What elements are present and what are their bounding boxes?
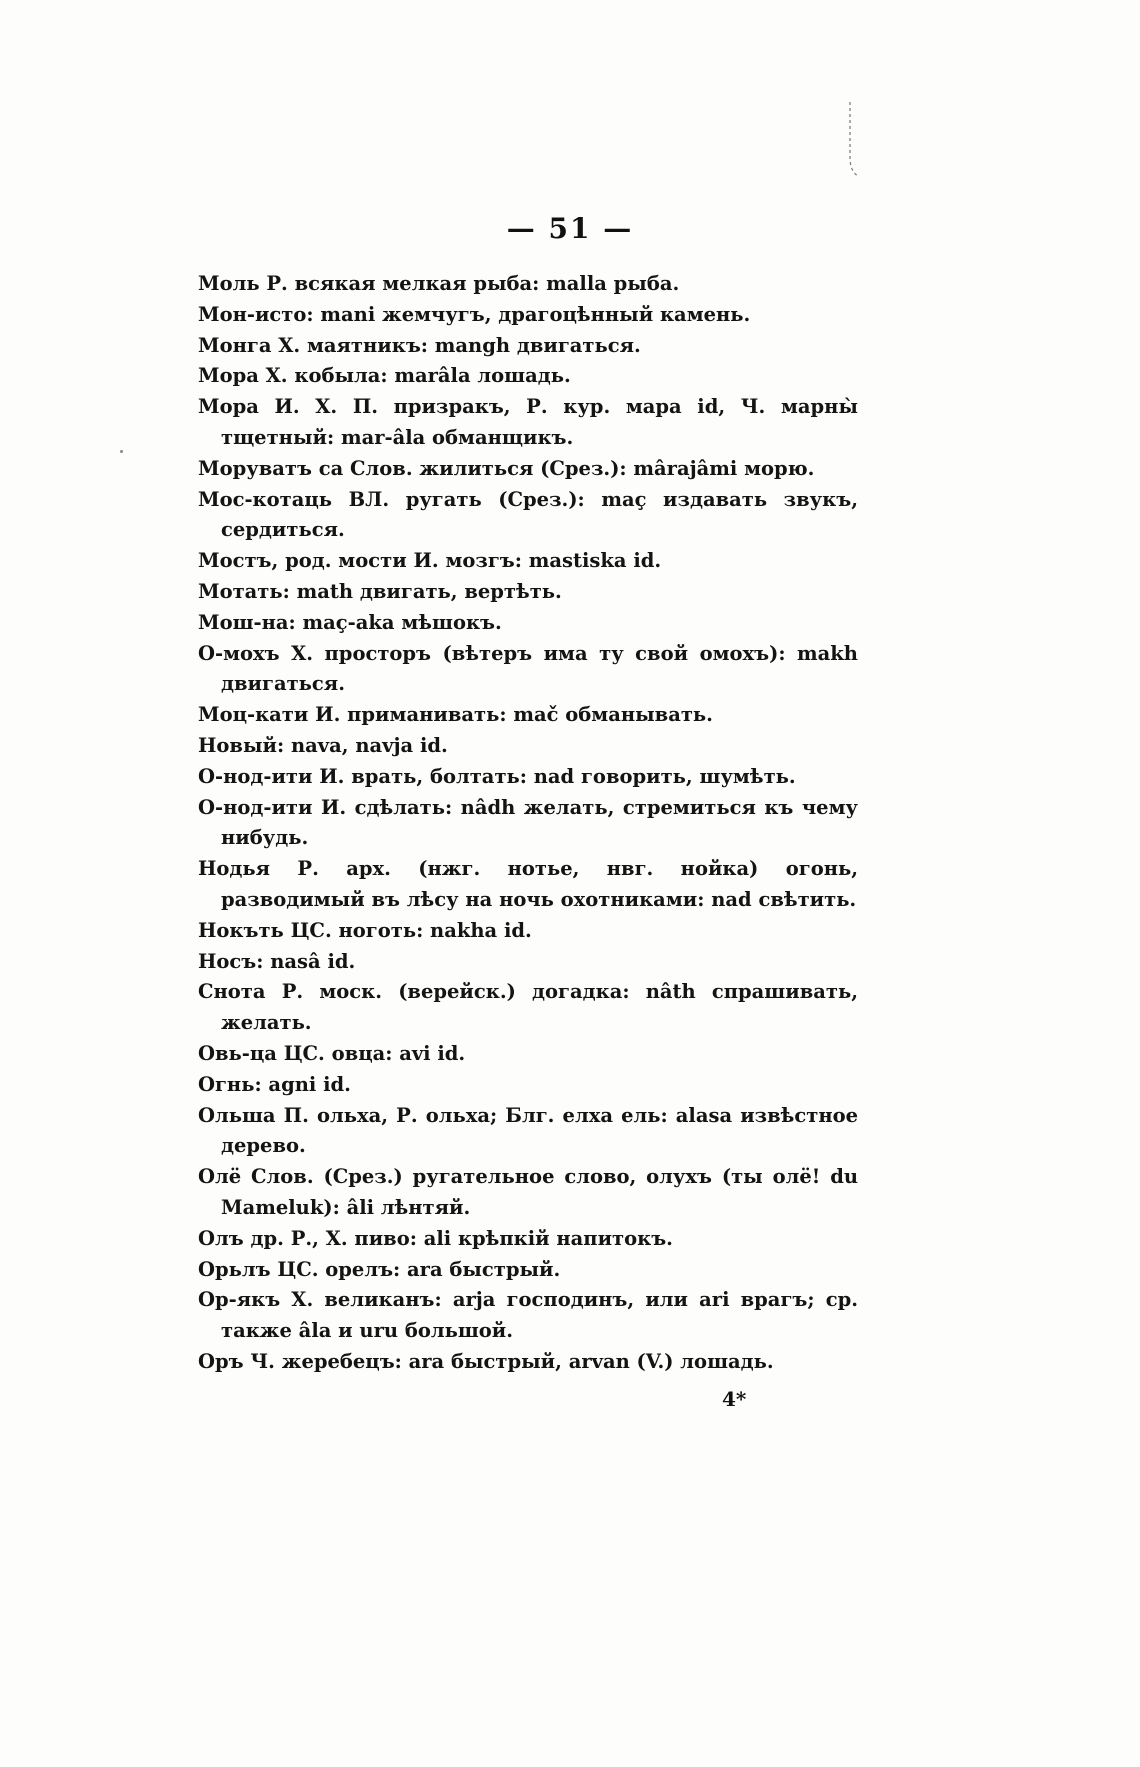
dictionary-entry: Мотать: math двигать, вертѣть.: [198, 579, 562, 603]
dictionary-entry: Мос-котаць ВЛ. ругать (Срез.): maç издавать звукъ, сердиться.: [198, 487, 858, 542]
pencil-margin-mark: [848, 100, 862, 180]
dictionary-entry: Мостъ, род. мости И. мозгъ: mastiska id.: [198, 549, 662, 573]
page-number: — 51 —: [506, 212, 634, 245]
dictionary-entry: Носъ: nasâ id.: [198, 949, 356, 973]
dictionary-entry: Снота Р. моск. (верейск.) догадка: nâth спрашивать, желать.: [198, 980, 858, 1035]
dictionary-entry: Моруватъ са Слов. жилиться (Срез.): mârajâmi морю.: [198, 456, 815, 480]
dictionary-entry: Овь-ца ЦС. овца: avi id.: [198, 1041, 466, 1065]
dictionary-entry: Олё Слов. (Срез.) ругательное слово, олухъ (ты олё! du Mameluk): âli лѣнтяй.: [198, 1165, 858, 1219]
dictionary-entry: Ор-якъ Х. великанъ: arja господинъ, или ari врагъ; ср. также âla и uru большой.: [198, 1288, 858, 1343]
dictionary-entry: О-мохъ Х. просторъ (вѣтеръ има ту свой омохъ): makh двигаться.: [198, 641, 858, 696]
dictionary-entry: Мош-на: maç-aka мѣшокъ.: [198, 610, 502, 634]
dictionary-entry: Монга Х. маятникъ: mangh двигаться.: [198, 333, 641, 357]
dictionary-entry: Моль Р. всякая мелкая рыба: malla рыба.: [198, 272, 680, 295]
dictionary-entry: Мора И. Х. П. призракъ, Р. кур. мара id, Ч. марны̀ тщетный: mar-âla обманщикъ.: [198, 395, 858, 449]
signature-mark: 4*: [722, 1387, 747, 1411]
dictionary-entry: Огнь: agni id.: [198, 1072, 351, 1096]
dictionary-entry: Орьлъ ЦС. орелъ: ara быстрый.: [198, 1257, 561, 1281]
margin-speck: [120, 450, 123, 453]
dictionary-entries: [198, 269, 858, 1378]
dictionary-entry: Оръ Ч. жеребецъ: ara быстрый, arvan (V.) лошадь.: [198, 1349, 774, 1373]
dictionary-entry: О-нод-ити И. врать, болтать: nad говорить, шумѣть.: [198, 764, 796, 788]
dictionary-entry: Нокъть ЦС. ноготь: nakha id.: [198, 918, 532, 942]
dictionary-entry: Новый: nava, navja id.: [198, 733, 448, 757]
dictionary-entry: Моц-кати И. приманивать: mač обманывать.: [198, 703, 713, 727]
dictionary-entry: О-нод-ити И. сдѣлать: nâdh желать, стремиться къ чему нибудь.: [198, 795, 858, 850]
dictionary-entry: Ольша П. ольха, Р. ольха; Блг. елха ель: alasa извѣстное дерево.: [198, 1103, 858, 1158]
dictionary-entry: Нодья Р. арх. (нжг. нотье, нвг. нойка) огонь, разводимый въ лѣсу на ночь охотниками: nad свѣтить.: [198, 857, 858, 911]
dictionary-entry: Мора Х. кобыла: marâla лошадь.: [198, 364, 571, 388]
dictionary-entry: Мон-исто: mani жемчугъ, драгоцѣнный камень.: [198, 302, 751, 326]
dictionary-entry: Олъ др. Р., Х. пиво: ali крѣпкій напитокъ.: [198, 1226, 673, 1250]
